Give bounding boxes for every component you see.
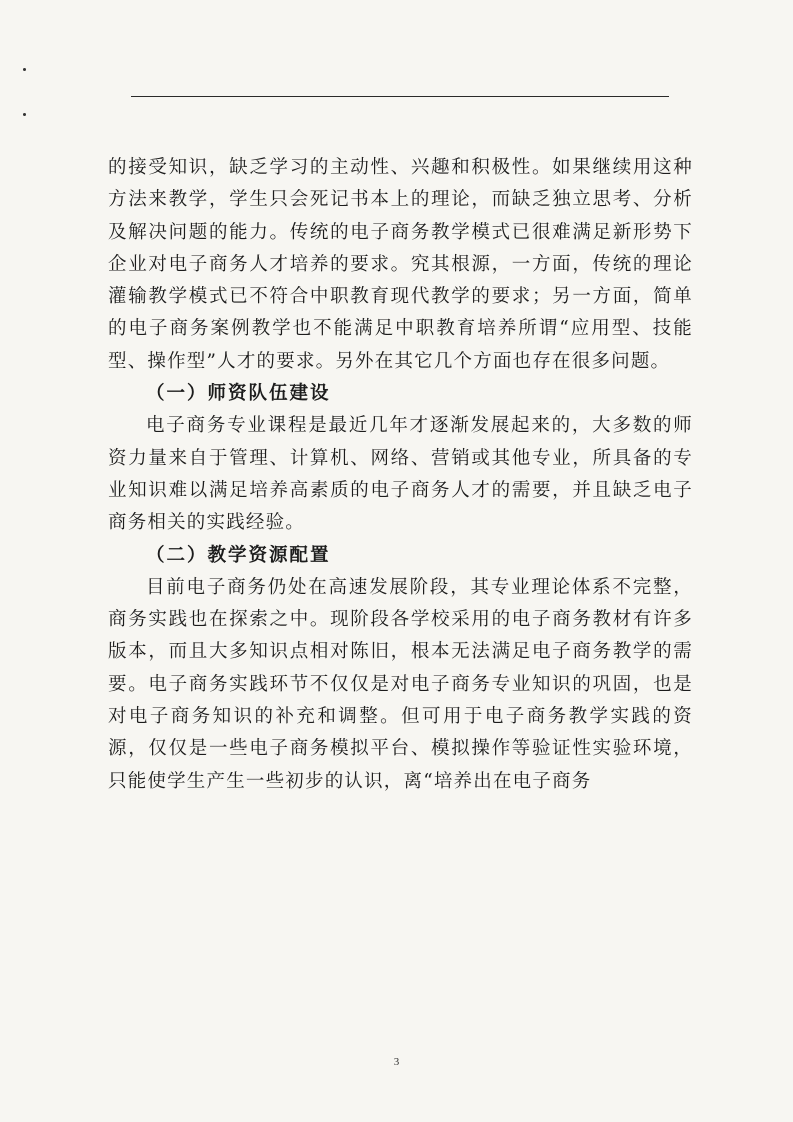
intro-paragraph: 的接受知识，缺乏学习的主动性、兴趣和积极性。如果继续用这种方法来教学，学生只会死记书本上的理论，而缺乏独立思考、分析及解决问题的能力。传统的电子商务教学模式已很难满足新形势下企业对电子商务人才培养的要求。究其根源，一方面，传统的理论灌输教学模式已不符合中职教育现代教学的要求；另一方面，简单的电子商务案例教学也不能满足中职教育培养所谓“应用型、技能型、操作型”人才的要求。另外在其它几个方面也存在很多问题。 [108,157,693,372]
section-body-resources: 目前电子商务仍处在高速发展阶段，其专业理论体系不完整，商务实践也在探索之中。现阶段各学校采用的电子商务教材有许多版本，而且大多知识点相对陈旧，根本无法满足电子商务教学的需要。电子商务实践环节不仅仅是对电子商务专业知识的巩固，也是对电子商务知识的补充和调整。但可用于电子商务教学实践的资源，仅仅是一些电子商务模拟平台、模拟操作等验证性实验环境，只能使学生产生一些初步的认识，离“培养出在电子商务 [108,576,693,792]
page-body [108,152,693,798]
section-heading-resources: （二）教学资源配置 [146,544,331,566]
scan-mark [23,68,26,71]
scan-mark [23,113,26,116]
header-rule [131,96,669,97]
section-heading-faculty: （一）师资队伍建设 [146,383,331,405]
section-body-faculty: 电子商务专业课程是最近几年才逐渐发展起来的，大多数的师资力量来自于管理、计算机、网络、营销或其他专业，所具备的专业知识难以满足培养高素质的电子商务人才的需要，并且缺乏电子商务相关的实践经验。 [108,415,693,534]
page-number: 3 [393,1056,400,1068]
